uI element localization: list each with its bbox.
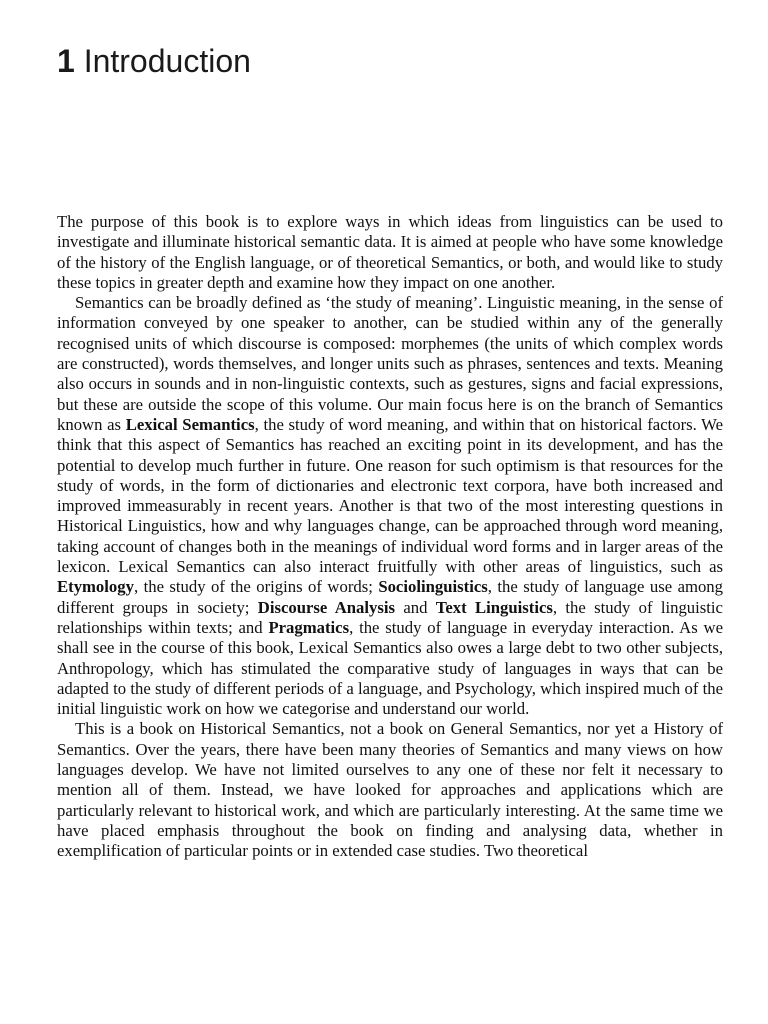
paragraph-text: The purpose of this book is to explore ways in which ideas from linguistics can be used to investigate and illuminate historical semantic data. It is aimed at people who have some knowledge of the history of the English language, or of theoretical Semantics, or both, and would like to study these topics in greater depth and examine how they impact on one another.: [57, 212, 723, 292]
term-text-linguistics: Text Linguistics: [435, 597, 553, 617]
paragraph-text: , the study of language use among different groups in society;: [57, 577, 723, 617]
paragraph-intro: [57, 212, 723, 293]
paragraph-text: , the study of word meaning, and within that on historical factors. We think that this aspect of Semantics has reached an exciting point in its development, and has the potential to develop much further in future. One reason for such optimism is that resources for the study of words, in the form of dictionaries and electronic text corpora, have both increased and improved immeasurably in recent years. Another is that two of the most interesting questions in Historical Linguistics, how and why languages change, can be approached through word meaning, taking account of changes both in the meanings of individual word forms and in larger areas of the lexicon. Lexical Semantics can also interact fruitfully with other areas of linguistics, such as: [57, 414, 724, 577]
term-lexical-semantics: Lexical Semantics: [125, 414, 255, 434]
body-text: [57, 212, 723, 862]
paragraph-text: This is a book on Historical Semantics, not a book on General Semantics, nor yet a History of Semantics. Over the years, there have been many theories of Semantics and many views on how languages develop. We have not limited ourselves to any one of these nor felt it necessary to mention all of them. Instead, we have looked for approaches and applications which are particularly relevant to historical work, and which are particularly interesting. At the same time we have placed emphasis throughout the book on finding and analysing data, whether in exemplification of particular points or in extended case studies. Two theoretical: [57, 719, 723, 861]
paragraph-historical-semantics: [57, 719, 723, 861]
paragraph-text: and: [395, 597, 436, 617]
term-sociolinguistics: Sociolinguistics: [378, 577, 488, 597]
chapter-number: 1: [57, 43, 75, 79]
chapter-title: Introduction: [83, 43, 251, 79]
term-discourse-analysis: Discourse Analysis: [257, 597, 395, 617]
term-pragmatics: Pragmatics: [268, 617, 350, 637]
paragraph-text: , the study of the origins of words;: [133, 577, 379, 597]
paragraph-text: Semantics can be broadly defined as ‘the study of meaning’. Linguistic meaning, in the sense of information conveyed by one speaker to another, can be studied within any of the generally recognised units of which discourse is composed: morphemes (the units of which complex words are constructed), words themselves, and longer units such as phrases, sentences and texts. Meaning also occurs in sounds and in non-linguistic contexts, such as gestures, signs and facial expressions, but these are outside the scope of this volume. Our main focus here is on the branch of Semantics known as: [57, 293, 723, 434]
paragraph-semantics-definition: [57, 293, 723, 719]
chapter-heading: [57, 42, 251, 80]
term-etymology: Etymology: [57, 577, 134, 597]
paragraph-text: , the study of language in everyday interaction. As we shall see in the course of this book, Lexical Semantics also owes a large debt to two other subjects, Anthropology, which has stimulated the comparative study of languages in ways that can be adapted to the study of different periods of a language, and Psychology, which inspired much of the initial linguistic work on how we categorise and understand our world.: [57, 617, 723, 719]
paragraph-text: , the study of linguistic relationships within texts; and: [57, 597, 723, 637]
